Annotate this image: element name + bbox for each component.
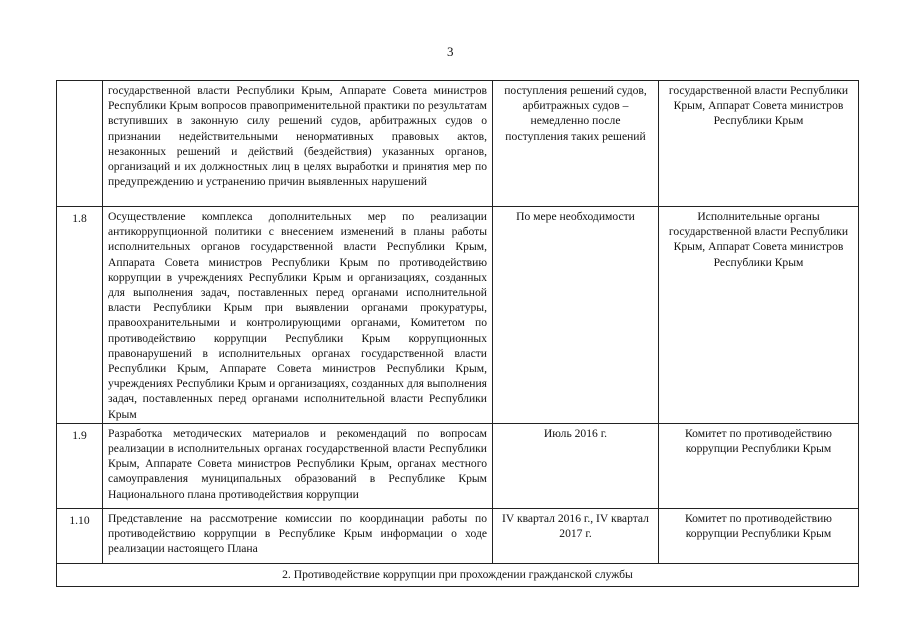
table-row	[57, 81, 859, 207]
measure-text: Осуществление комплекса дополнительных мер по реализации антикоррупционной политики с внесением изменений в планы работы исполнительных органов государственной власти Республики Крым, Аппарата Совета министров Республики Крым по противодействию коррупции в учреждениях Республики Крым и организациях, созданных для выполнения задач, поставленных перед органами исполнительной власти Республики Крым при выявлении органами прокуратуры, правоохранительными и контролирующими органами, Комитетом по противодействию коррупции Республики Крым коррупционных правонарушений в исполнительных органах государственной власти Республики Крым, Аппарате Совета министров Республики Крым, учреждениях Республики Крым и организациях, созданных для выполнения задач, поставленных перед органами исполнительной власти Республики Крым	[103, 207, 493, 424]
deadline-text: Июль 2016 г.	[493, 423, 659, 508]
table-row	[57, 423, 859, 508]
row-number	[57, 81, 103, 207]
row-number: 1.8	[57, 207, 103, 424]
table-row	[57, 207, 859, 424]
measures-table	[56, 80, 859, 587]
responsible-text: государственной власти Республики Крым, Аппарат Совета министров Республики Крым	[659, 81, 859, 207]
row-number: 1.10	[57, 508, 103, 563]
responsible-text: Комитет по противодействию коррупции Республики Крым	[659, 508, 859, 563]
page-number: 3	[447, 44, 454, 59]
responsible-text: Исполнительные органы государственной власти Республики Крым, Аппарат Совета министров Республики Крым	[659, 207, 859, 424]
section-heading: 2. Противодействие коррупции при прохождении гражданской службы	[57, 563, 859, 586]
measure-text: Разработка методических материалов и рекомендаций по вопросам реализации в исполнительных органах государственной власти Республики Крым, Аппарате Совета министров Республики Крым, органах местного самоуправления муниципальных образований в Республике Крым Национального плана противодействия коррупции	[103, 423, 493, 508]
deadline-text: IV квартал 2016 г., IV квартал 2017 г.	[493, 508, 659, 563]
measure-text: Представление на рассмотрение комиссии по координации работы по противодействию коррупции в Республике Крым информации о ходе реализации настоящего Плана	[103, 508, 493, 563]
deadline-text: По мере необходимости	[493, 207, 659, 424]
responsible-text: Комитет по противодействию коррупции Республики Крым	[659, 423, 859, 508]
row-number: 1.9	[57, 423, 103, 508]
measure-text: государственной власти Республики Крым, Аппарате Совета министров Республики Крым вопросов правоприменительной практики по результатам вступивших в законную силу решений судов, арбитражных судов о признании недействительными ненормативных правовых актов, незаконных решений и действий (бездействия) указанных органов, организаций и их должностных лиц в целях выработки и принятия мер по предупреждению и устранению причин выявленных нарушений	[103, 81, 493, 207]
table-row	[57, 508, 859, 563]
section-header-row	[57, 563, 859, 586]
deadline-text: поступления решений судов, арбитражных судов – немедленно после поступления таких решений	[493, 81, 659, 207]
